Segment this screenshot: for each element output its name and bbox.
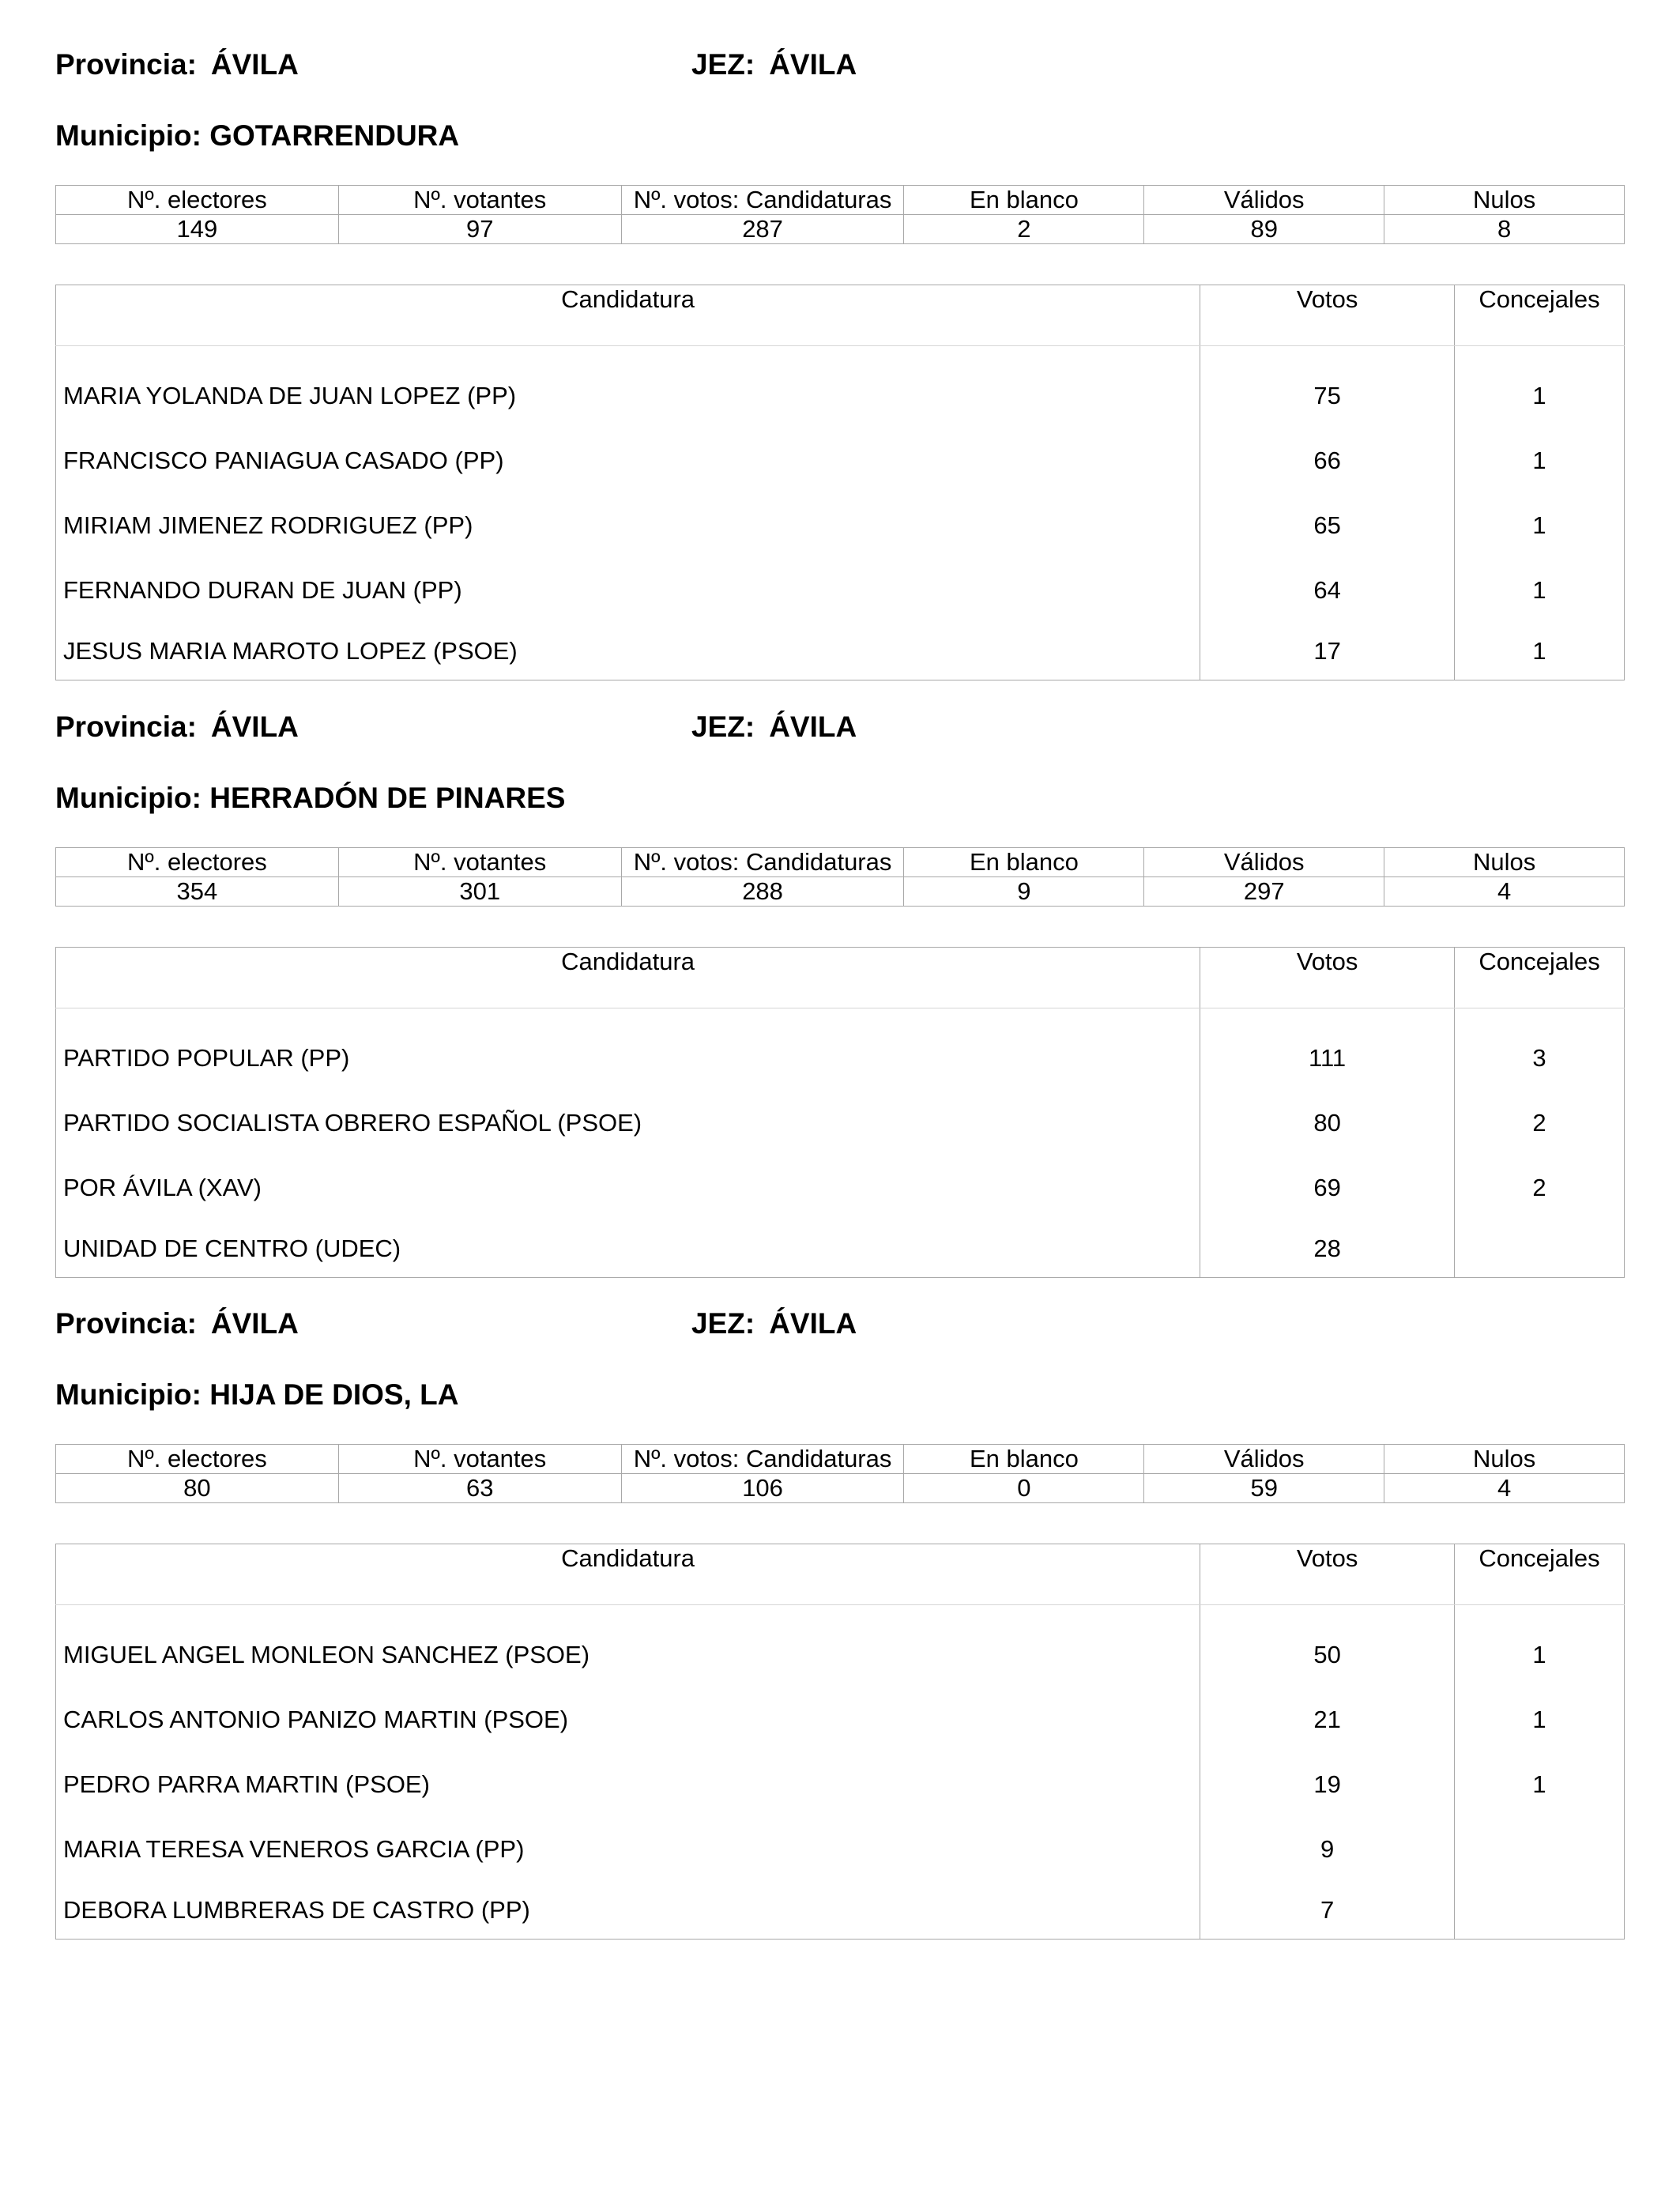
stats-header-nulos: Nulos	[1384, 186, 1625, 215]
spacer-cell	[56, 1605, 1200, 1623]
candidate-seats: 2	[1455, 1091, 1625, 1155]
table-row	[56, 623, 1625, 680]
candidate-name: FERNANDO DURAN DE JUAN (PP)	[63, 576, 462, 604]
stats-table	[55, 1444, 1625, 1503]
jez-value: ÁVILA	[769, 48, 857, 81]
candidates-header-seats: Concejales	[1455, 948, 1625, 1008]
candidate-seats: 1	[1455, 364, 1625, 428]
stats-value-validos: 297	[1144, 877, 1384, 907]
provincia-heading	[55, 710, 299, 745]
table-row	[56, 428, 1625, 493]
stats-header-votos-candidaturas: Nº. votos: Candidaturas	[621, 1445, 904, 1474]
candidates-header-name: Candidatura	[56, 948, 1200, 1008]
candidate-name: PARTIDO POPULAR (PP)	[63, 1044, 350, 1072]
stats-table	[55, 185, 1625, 244]
table-row	[56, 558, 1625, 623]
candidate-seats: 1	[1455, 428, 1625, 493]
candidates-header-seats: Concejales	[1455, 1544, 1625, 1605]
stats-value-en-blanco: 2	[904, 215, 1144, 244]
provincia-heading	[55, 1306, 299, 1341]
stats-header-validos: Válidos	[1144, 848, 1384, 877]
candidates-header-votes: Votos	[1200, 948, 1455, 1008]
candidates-header-row	[56, 285, 1625, 346]
municipio-value: GOTARRENDURA	[209, 119, 460, 152]
table-row	[56, 1091, 1625, 1155]
candidate-votes: 17	[1200, 623, 1455, 680]
candidate-votes: 75	[1200, 364, 1455, 428]
table-row	[56, 1817, 1625, 1882]
candidate-votes: 7	[1200, 1882, 1455, 1940]
candidate-name: JESUS MARIA MAROTO LOPEZ (PSOE)	[63, 637, 518, 665]
stats-header-row	[56, 1445, 1625, 1474]
candidate-name: DEBORA LUMBRERAS DE CASTRO (PP)	[63, 1896, 530, 1924]
provincia-value: ÁVILA	[210, 711, 299, 743]
stats-value-validos: 59	[1144, 1474, 1384, 1503]
candidate-votes: 64	[1200, 558, 1455, 623]
stats-header-votos-candidaturas: Nº. votos: Candidaturas	[621, 186, 904, 215]
candidate-votes: 69	[1200, 1155, 1455, 1220]
stats-header-validos: Válidos	[1144, 1445, 1384, 1474]
candidates-header-name: Candidatura	[56, 285, 1200, 346]
spacer-cell	[56, 346, 1200, 364]
candidate-votes: 66	[1200, 428, 1455, 493]
candidate-name: MIRIAM JIMENEZ RODRIGUEZ (PP)	[63, 511, 473, 539]
stats-header-en-blanco: En blanco	[904, 1445, 1144, 1474]
candidates-table	[55, 947, 1625, 1278]
candidates-header-name: Candidatura	[56, 1544, 1200, 1605]
candidate-name: MIGUEL ANGEL MONLEON SANCHEZ (PSOE)	[63, 1641, 590, 1668]
candidate-seats: 1	[1455, 493, 1625, 558]
stats-value-votantes: 301	[338, 877, 621, 907]
table-row	[56, 1882, 1625, 1940]
jez-label: JEZ:	[691, 1307, 755, 1340]
table-spacer-row	[56, 346, 1625, 364]
spacer-cell	[56, 1008, 1200, 1027]
candidate-name: PEDRO PARRA MARTIN (PSOE)	[63, 1770, 430, 1798]
stats-value-electores: 149	[56, 215, 339, 244]
jez-label: JEZ:	[691, 48, 755, 81]
stats-header-validos: Válidos	[1144, 186, 1384, 215]
spacer-cell	[1455, 1008, 1625, 1027]
municipio-value: HERRADÓN DE PINARES	[209, 782, 566, 814]
stats-header-votantes: Nº. votantes	[338, 848, 621, 877]
municipio-heading	[55, 1378, 458, 1412]
stats-value-row	[56, 215, 1625, 244]
municipio-heading	[55, 119, 459, 153]
candidate-name: UNIDAD DE CENTRO (UDEC)	[63, 1235, 401, 1262]
candidates-table	[55, 285, 1625, 680]
candidate-votes: 50	[1200, 1623, 1455, 1687]
table-row	[56, 1220, 1625, 1278]
spacer-cell	[1455, 346, 1625, 364]
candidates-header-row	[56, 1544, 1625, 1605]
stats-value-row	[56, 1474, 1625, 1503]
candidate-votes: 65	[1200, 493, 1455, 558]
provincia-value: ÁVILA	[210, 48, 299, 81]
candidate-seats: 3	[1455, 1026, 1625, 1091]
candidate-name: POR ÁVILA (XAV)	[63, 1174, 262, 1201]
table-row	[56, 1155, 1625, 1220]
stats-value-validos: 89	[1144, 215, 1384, 244]
jez-label: JEZ:	[691, 711, 755, 743]
provincia-value: ÁVILA	[210, 1307, 299, 1340]
candidates-header-row	[56, 948, 1625, 1008]
candidate-seats	[1455, 1220, 1625, 1278]
provincia-label: Provincia:	[55, 711, 197, 743]
municipio-label: Municipio:	[55, 782, 202, 814]
candidate-votes: 28	[1200, 1220, 1455, 1278]
stats-header-electores: Nº. electores	[56, 1445, 339, 1474]
stats-value-votantes: 97	[338, 215, 621, 244]
stats-table	[55, 847, 1625, 907]
stats-value-electores: 354	[56, 877, 339, 907]
spacer-cell	[1200, 1008, 1455, 1027]
table-row	[56, 1687, 1625, 1752]
jez-heading	[691, 1306, 857, 1341]
table-row	[56, 1752, 1625, 1817]
candidate-name: MARIA YOLANDA DE JUAN LOPEZ (PP)	[63, 382, 517, 409]
candidate-seats: 1	[1455, 558, 1625, 623]
candidate-seats: 1	[1455, 1752, 1625, 1817]
stats-value-row	[56, 877, 1625, 907]
stats-value-nulos: 4	[1384, 877, 1625, 907]
stats-header-electores: Nº. electores	[56, 186, 339, 215]
candidate-seats: 2	[1455, 1155, 1625, 1220]
candidate-name: FRANCISCO PANIAGUA CASADO (PP)	[63, 447, 504, 474]
candidate-votes: 80	[1200, 1091, 1455, 1155]
stats-header-en-blanco: En blanco	[904, 186, 1144, 215]
municipio-label: Municipio:	[55, 1378, 202, 1411]
spacer-cell	[1200, 1605, 1455, 1623]
provincia-label: Provincia:	[55, 1307, 197, 1340]
stats-header-nulos: Nulos	[1384, 1445, 1625, 1474]
candidate-seats: 1	[1455, 623, 1625, 680]
stats-value-votantes: 63	[338, 1474, 621, 1503]
stats-header-row	[56, 186, 1625, 215]
table-spacer-row	[56, 1605, 1625, 1623]
jez-value: ÁVILA	[769, 1307, 857, 1340]
table-row	[56, 493, 1625, 558]
stats-header-votos-candidaturas: Nº. votos: Candidaturas	[621, 848, 904, 877]
stats-value-en-blanco: 0	[904, 1474, 1144, 1503]
stats-header-electores: Nº. electores	[56, 848, 339, 877]
municipio-value: HIJA DE DIOS, LA	[209, 1378, 459, 1411]
candidate-name: PARTIDO SOCIALISTA OBRERO ESPAÑOL (PSOE)	[63, 1109, 642, 1137]
jez-heading	[691, 710, 857, 745]
stats-value-nulos: 4	[1384, 1474, 1625, 1503]
jez-value: ÁVILA	[769, 711, 857, 743]
candidate-name: CARLOS ANTONIO PANIZO MARTIN (PSOE)	[63, 1706, 569, 1733]
provincia-label: Provincia:	[55, 48, 197, 81]
candidate-name: MARIA TERESA VENEROS GARCIA (PP)	[63, 1835, 525, 1863]
stats-value-en-blanco: 9	[904, 877, 1144, 907]
candidate-seats	[1455, 1882, 1625, 1940]
candidate-votes: 111	[1200, 1026, 1455, 1091]
candidate-votes: 9	[1200, 1817, 1455, 1882]
stats-header-row	[56, 848, 1625, 877]
stats-header-votantes: Nº. votantes	[338, 186, 621, 215]
stats-value-votos-candidaturas: 288	[621, 877, 904, 907]
candidates-header-seats: Concejales	[1455, 285, 1625, 346]
candidates-header-votes: Votos	[1200, 285, 1455, 346]
candidate-seats: 1	[1455, 1623, 1625, 1687]
municipio-label: Municipio:	[55, 119, 202, 152]
stats-value-electores: 80	[56, 1474, 339, 1503]
jez-heading	[691, 47, 857, 82]
stats-header-votantes: Nº. votantes	[338, 1445, 621, 1474]
stats-value-votos-candidaturas: 106	[621, 1474, 904, 1503]
table-row	[56, 364, 1625, 428]
table-row	[56, 1026, 1625, 1091]
table-row	[56, 1623, 1625, 1687]
table-spacer-row	[56, 1008, 1625, 1027]
candidates-table	[55, 1544, 1625, 1940]
candidate-votes: 19	[1200, 1752, 1455, 1817]
stats-header-nulos: Nulos	[1384, 848, 1625, 877]
candidate-seats: 1	[1455, 1687, 1625, 1752]
spacer-cell	[1455, 1605, 1625, 1623]
candidates-header-votes: Votos	[1200, 1544, 1455, 1605]
municipio-heading	[55, 781, 565, 816]
candidate-votes: 21	[1200, 1687, 1455, 1752]
stats-header-en-blanco: En blanco	[904, 848, 1144, 877]
provincia-heading	[55, 47, 299, 82]
candidate-seats	[1455, 1817, 1625, 1882]
stats-value-votos-candidaturas: 287	[621, 215, 904, 244]
stats-value-nulos: 8	[1384, 215, 1625, 244]
spacer-cell	[1200, 346, 1455, 364]
